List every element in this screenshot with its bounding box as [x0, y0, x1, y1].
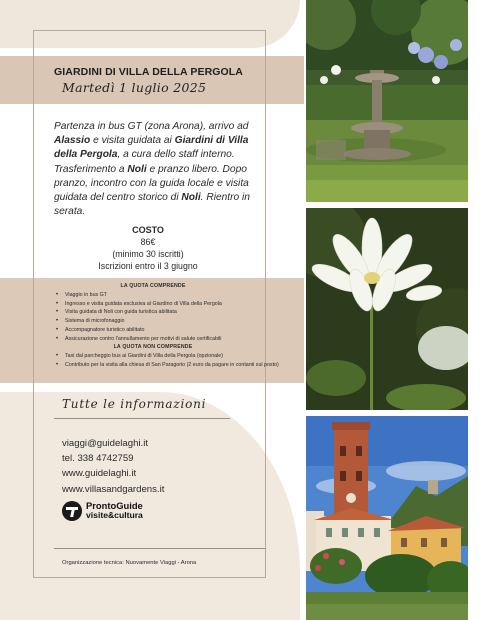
cost-minimum: (minimo 30 iscritti): [112, 249, 184, 259]
excluded-list: [56, 352, 282, 369]
cost-heading: COSTO: [132, 225, 164, 235]
white-lotus-photo: [306, 208, 468, 410]
included-heading: LA QUOTA COMPRENDE: [120, 283, 186, 289]
event-date: Martedì 1 luglio 2025: [62, 80, 207, 95]
organization-note: Organizzazione tecnica: Nuovamente Viaggi - Arona: [62, 560, 197, 566]
excluded-item: • Taxi dal parcheggio bus ai Giardini di Villa della Pergola (opzionale): [56, 352, 282, 361]
contact-list: [62, 436, 164, 497]
cost-deadline: Iscrizioni entro il 3 giugno: [98, 261, 198, 271]
noli-tower-photo: [306, 416, 468, 620]
excluded-heading: LA QUOTA NON COMPRENDE: [113, 344, 193, 350]
website-link[interactable]: www.guidelaghi.it: [62, 468, 137, 480]
included-item: • Visita guidata di Noli con guida turistica abilitata: [56, 308, 282, 317]
divider: [54, 418, 230, 419]
excluded-item: • Contributo per la visita alla chiesa di San Paragorio (2 euro da pagare in contanti sul posto): [56, 361, 282, 370]
prontoguide-logo-icon: [62, 501, 82, 521]
email-link[interactable]: viaggi@guidelaghi.it: [62, 438, 149, 449]
included-list: [56, 291, 282, 343]
divider: [54, 548, 266, 549]
garden-fountain-photo: [306, 0, 468, 202]
info-heading: Tutte le informazioni: [62, 397, 207, 411]
intro-paragraph: Partenza in bus GT (zona Arona), arrivo ad Alassio e visita guidata ai Giardini di Villa della Pergola, a cura dello staff interno. Trasferimento a Noli e pranzo libero. Dopo pranzo, incontro con la guida locale e visita guidata del centro storico di Noli. Rientro in serata.: [54, 121, 250, 218]
included-item: • Sistema di microfonaggio: [56, 317, 282, 326]
included-item: • Assicurazione contro l'annullamento per motivi di salute certificabili: [56, 335, 282, 344]
cost-section: [54, 224, 242, 272]
logo-line-2: visite&cultura: [86, 510, 143, 520]
website-link[interactable]: www.villasandgardens.it: [62, 483, 165, 495]
cost-price: 86€: [140, 237, 156, 247]
included-item: • Accompagnatore turistico abilitato: [56, 326, 282, 335]
logo-line-1: ProntoGuide: [86, 500, 143, 512]
page-title: GIARDINI DI VILLA DELLA PERGOLA: [54, 66, 243, 78]
included-item: • Ingresso e visita guidata esclusiva al Giardino di Villa della Pergola: [56, 300, 282, 309]
phone-link[interactable]: tel. 338 4742759: [62, 453, 134, 465]
included-item: • Viaggio in bus GT: [56, 291, 282, 300]
prontoguide-logo: [62, 500, 143, 522]
